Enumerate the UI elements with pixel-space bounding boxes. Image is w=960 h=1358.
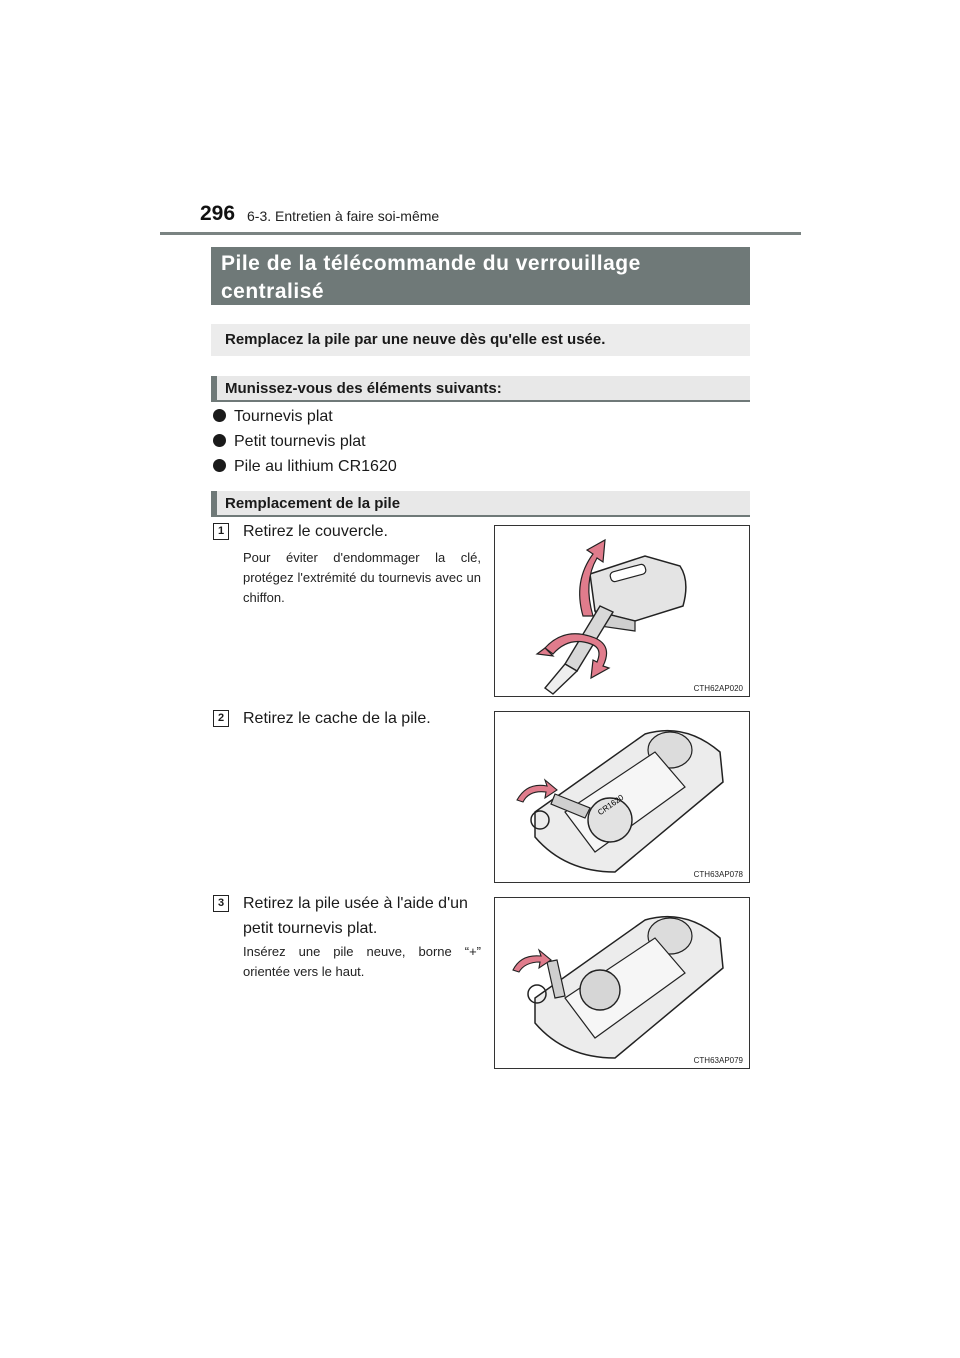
step-instruction: Retirez le couvercle. — [243, 523, 388, 540]
tool-item-label: Tournevis plat — [234, 408, 333, 425]
bullet-dot-icon — [213, 409, 226, 422]
figure-code: CTH63AP079 — [693, 1056, 743, 1065]
tool-item-label: Pile au lithium CR1620 — [234, 458, 397, 475]
step-instruction: Retirez la pile usée à l'aide d'un petit tournevis plat. — [243, 895, 468, 937]
page-title: Pile de la télécommande du verrouillage centralisé — [211, 247, 750, 305]
list-item — [213, 433, 366, 451]
step-note: Insérez une pile neuve, borne “+” orientée vers le haut. — [243, 944, 481, 979]
replacement-heading: Remplacement de la pile — [211, 491, 750, 517]
intro-text: Remplacez la pile par une neuve dès qu'elle est usée. — [211, 324, 750, 356]
curved-arrow-icon — [513, 950, 551, 972]
illustration-remove-battery-cover — [494, 711, 750, 883]
figure-code: CTH62AP020 — [693, 684, 743, 693]
battery-cover-drawing — [495, 712, 751, 884]
page-number: 296 — [200, 202, 236, 225]
illustration-remove-cover — [494, 525, 750, 697]
battery-removal-drawing — [495, 898, 751, 1070]
key-cover-drawing — [495, 526, 751, 698]
list-item — [213, 458, 397, 476]
illustration-remove-battery — [494, 897, 750, 1069]
step-number-badge: 2 — [213, 710, 229, 727]
step-note: Pour éviter d'endommager la clé, protégez l'extrémité du tournevis avec un chiffon. — [243, 550, 481, 605]
step-instruction: Retirez le cache de la pile. — [243, 710, 431, 727]
bullet-dot-icon — [213, 459, 226, 472]
bullet-dot-icon — [213, 434, 226, 447]
tools-heading: Munissez-vous des éléments suivants: — [211, 376, 750, 402]
figure-code: CTH63AP078 — [693, 870, 743, 879]
step-number-badge: 1 — [213, 523, 229, 540]
section-label: 6-3. Entretien à faire soi-même — [247, 208, 440, 224]
curved-arrow-icon — [517, 780, 557, 802]
header-divider — [160, 232, 801, 235]
battery-marking: CR1620 — [596, 792, 626, 818]
tool-item-label: Petit tournevis plat — [234, 433, 366, 450]
list-item — [213, 408, 333, 426]
step-number-badge: 3 — [213, 895, 229, 912]
